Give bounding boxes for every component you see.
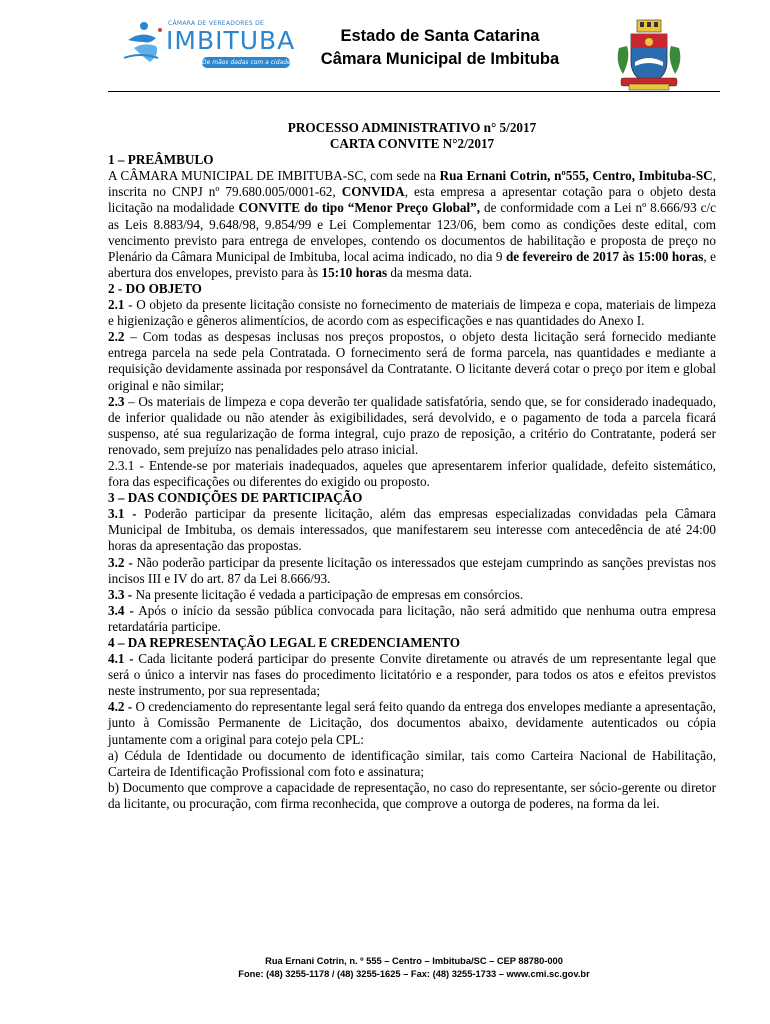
header-divider <box>108 91 720 92</box>
doc-title-process: PROCESSO ADMINISTRATIVO n° 5/2017 <box>287 120 537 135</box>
footer-address: Rua Ernani Cotrin, n. º 555 – Centro – Imbituba/SC – CEP 88780-000 <box>265 956 563 966</box>
camara-logo <box>120 18 296 70</box>
clause-paragraph: 2.3.1 - Entende-se por materiais inadequados, aqueles que apresentarem inferior qualidade, defeito sistemático, fora das especificações ou diferentes do exigido ou proposto. <box>108 457 716 490</box>
section-heading: 1 – PREÂMBULO <box>108 152 214 168</box>
clause-paragraph: 3.1 - Poderão participar da presente licitação, além das empresas especializadas convidadas pela Câmara Municipal de Imbituba, os demais interessados, que manifestarem seu interesse com antecedência de até 24:00 horas da apresentação das propostas. <box>108 506 716 554</box>
section-heading: 3 – DAS CONDIÇÕES DE PARTICIPAÇÃO <box>108 490 363 506</box>
doc-title-letter: CARTA CONVITE N°2/2017 <box>329 136 495 152</box>
header-camara: Câmara Municipal de Imbituba <box>320 50 560 68</box>
list-item: b) Documento que comprove a capacidade de representação, no caso do representante, ser sócio-gerente ou diretor da licitante, ou procuração, com firma reconhecida, que comprove a outorga de poderes, na forma da lei. <box>108 779 716 811</box>
logo-top-text: CÂMARA DE VEREADORES DE <box>168 20 265 27</box>
clause-paragraph: 4.2 - O credenciamento do representante legal será feito quando da entrega dos envelopes mediante a apresentação, junto à Comissão Permanente de Licitação, dos documentos abaixo, devidamente autenticados ou cópia juntamente com a original para cotejo pela CPL: <box>108 699 716 747</box>
section-heading: 2 - DO OBJETO <box>108 280 202 296</box>
clause-paragraph: 4.1 - Cada licitante poderá participar do presente Convite diretamente ou através de um representante legal que será o único a intervir nas fases do procedimento licitatório e a responder, para todos os atos e efeitos previstos neste instrumento, por sua representada; <box>108 651 716 699</box>
header-title <box>300 25 580 71</box>
clause-paragraph: 2.2 – Com todas as despesas inclusas nos preços propostos, o objeto desta licitação será fornecido mediante entrega parcela na sede pela Contratada. O fornecimento será de forma parcela, nas quantidades e mediante a requisição devidamente assinada por responsável da Contratante. O licitante deverá cotar o preço por item e global original e não similar; <box>108 329 716 393</box>
page-footer <box>108 955 720 981</box>
list-item: a) Cédula de Identidade ou documento de identificação similar, tais como Carteira Nacional de Habilitação, Carteira de Identificação Profissional com foto e assinatura; <box>108 747 716 779</box>
clause-paragraph: 3.4 - Após o início da sessão pública convocada para licitação, não será admitido que nenhuma outra empresa retardatária participe. <box>108 602 716 634</box>
logo-tagline: De mãos dadas com a cidade <box>202 59 291 66</box>
header-state: Estado de Santa Catarina <box>340 27 540 45</box>
clause-paragraph: 2.3 – Os materiais de limpeza e copa deverão ter qualidade satisfatória, sendo que, se for considerado inadequado, de inferior qualidade ou não atender às exigibilidades, será devolvido, e o pagamento de toda a parcela ficará suspenso, até sua regularização de forma integral, cujo prazo de reposição, a critério do Contratante, poderá ser renovado, sem prejuízo nas penalidades pelo atraso inicial. <box>108 393 716 457</box>
footer-contact: Fone: (48) 3255-1178 / (48) 3255-1625 – Fax: (48) 3255-1733 – www.cmi.sc.gov.br <box>238 969 590 979</box>
clause-paragraph: 3.3 - Na presente licitação é vedada a participação de empresas em consórcios. <box>108 586 524 602</box>
section-heading: 4 – DA REPRESENTAÇÃO LEGAL E CREDENCIAMENTO <box>108 635 460 650</box>
logo-name: IMBITUBA <box>166 26 296 55</box>
clause-paragraph: 2.1 - O objeto da presente licitação consiste no fornecimento de materiais de limpeza e copa, materiais de limpeza e higienização e gêneros alimentícios, de acordo com as especificações e nas quantidades do Anexo I. <box>108 297 716 329</box>
document-body <box>108 120 716 812</box>
clause-paragraph: 3.2 - Não poderão participar da presente licitação os interessados que estejam cumprindo as sanções previstas nos incisos III e IV do art. 87 da Lei 8.666/93. <box>108 554 716 586</box>
preamble-paragraph: A CÂMARA MUNICIPAL DE IMBITUBA-SC, com sede na Rua Ernani Cotrin, nº555, Centro, Imbituba-SC, inscrita no CNPJ nº 79.680.005/0001-62, CONVIDA, esta empresa a apresentar cotação para o objeto desta licitação na modalidade CONVITE do tipo “Menor Preço Global”, de conformidade com a Lei nº 8.666/93 c/c as Leis 8.883/94, 9.648/98, 9.854/99 e Lei Complementar 123/06, bem como as condições deste edital, com vencimento previsto para entrega de envelopes, contendo os documentos de habilitação e proposta de preço no Plenário da Câmara Municipal de Imbituba, local acima indicado, no dia 9 de fevereiro de 2017 às 15:00 horas, e abertura dos envelopes, previsto para às 15:10 horas da mesma data. <box>108 168 716 280</box>
municipal-crest-icon <box>611 18 687 94</box>
